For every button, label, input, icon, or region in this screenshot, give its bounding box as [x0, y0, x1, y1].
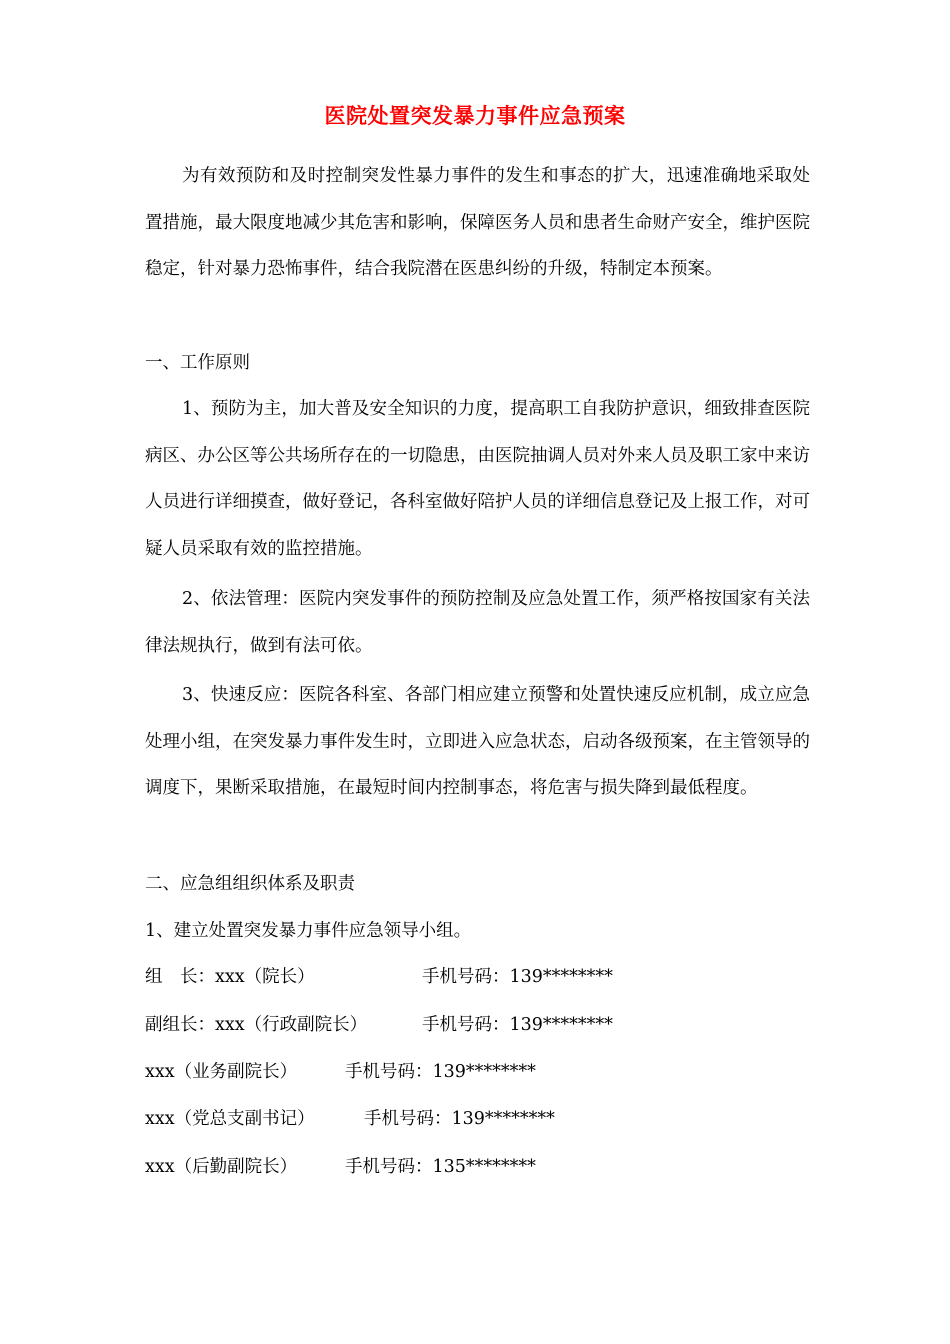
contact-name: 副组长：xxx（行政副院长）	[145, 1015, 368, 1035]
principle-item-2: 2、依法管理：医院内突发事件的预防控制及应急处置工作，须严格按国家有关法律法规执行，做到有法可依。	[145, 589, 810, 656]
contact-phone: 手机号码：135********	[345, 1157, 536, 1177]
contact-name: xxx（党总支副书记）	[145, 1109, 315, 1129]
document-title: 医院处置突发暴力事件应急预案	[324, 104, 626, 128]
contact-name: xxx（业务副院长）	[145, 1062, 298, 1082]
contact-row	[0, 963, 950, 991]
contact-phone: 手机号码：139********	[422, 967, 613, 987]
section2-heading: 二、应急组组织体系及职责	[145, 874, 355, 894]
principle-item-3: 3、快速反应：医院各科室、各部门相应建立预警和处置快速反应机制，成立应急处理小组，在突发暴力事件发生时，立即进入应急状态，启动各级预案，在主管领导的调度下，果断采取措施，在最短时间内控制事态，将危害与损失降到最低程度。	[145, 685, 810, 798]
principle-item-1: 1、预防为主，加大普及安全知识的力度，提高职工自我防护意识，细致排查医院病区、办公区等公共场所存在的一切隐患，由医院抽调人员对外来人员及职工家中来访人员进行详细摸查，做好登记，各科室做好陪护人员的详细信息登记及上报工作，对可疑人员采取有效的监控措施。	[145, 399, 810, 559]
contact-phone: 手机号码：139********	[422, 1015, 613, 1035]
contact-phone: 手机号码：139********	[364, 1109, 555, 1129]
intro-paragraph: 为有效预防和及时控制突发性暴力事件的发生和事态的扩大，迅速准确地采取处置措施，最大限度地减少其危害和影响，保障医务人员和患者生命财产安全，维护医院稳定，针对暴力恐怖事件，结合我院潜在医患纠纷的升级，特制定本预案。	[145, 166, 810, 279]
contact-phone: 手机号码：139********	[345, 1062, 536, 1082]
contact-name: 组 长：xxx（院长）	[145, 967, 315, 987]
contact-row	[0, 1011, 950, 1039]
contact-row	[0, 1058, 950, 1086]
contact-row	[0, 1153, 950, 1181]
contact-row	[0, 1105, 950, 1133]
section1-heading: 一、工作原则	[145, 353, 250, 373]
section2-sub1: 1、建立处置突发暴力事件应急领导小组。	[145, 921, 472, 941]
contact-name: xxx（后勤副院长）	[145, 1157, 298, 1177]
